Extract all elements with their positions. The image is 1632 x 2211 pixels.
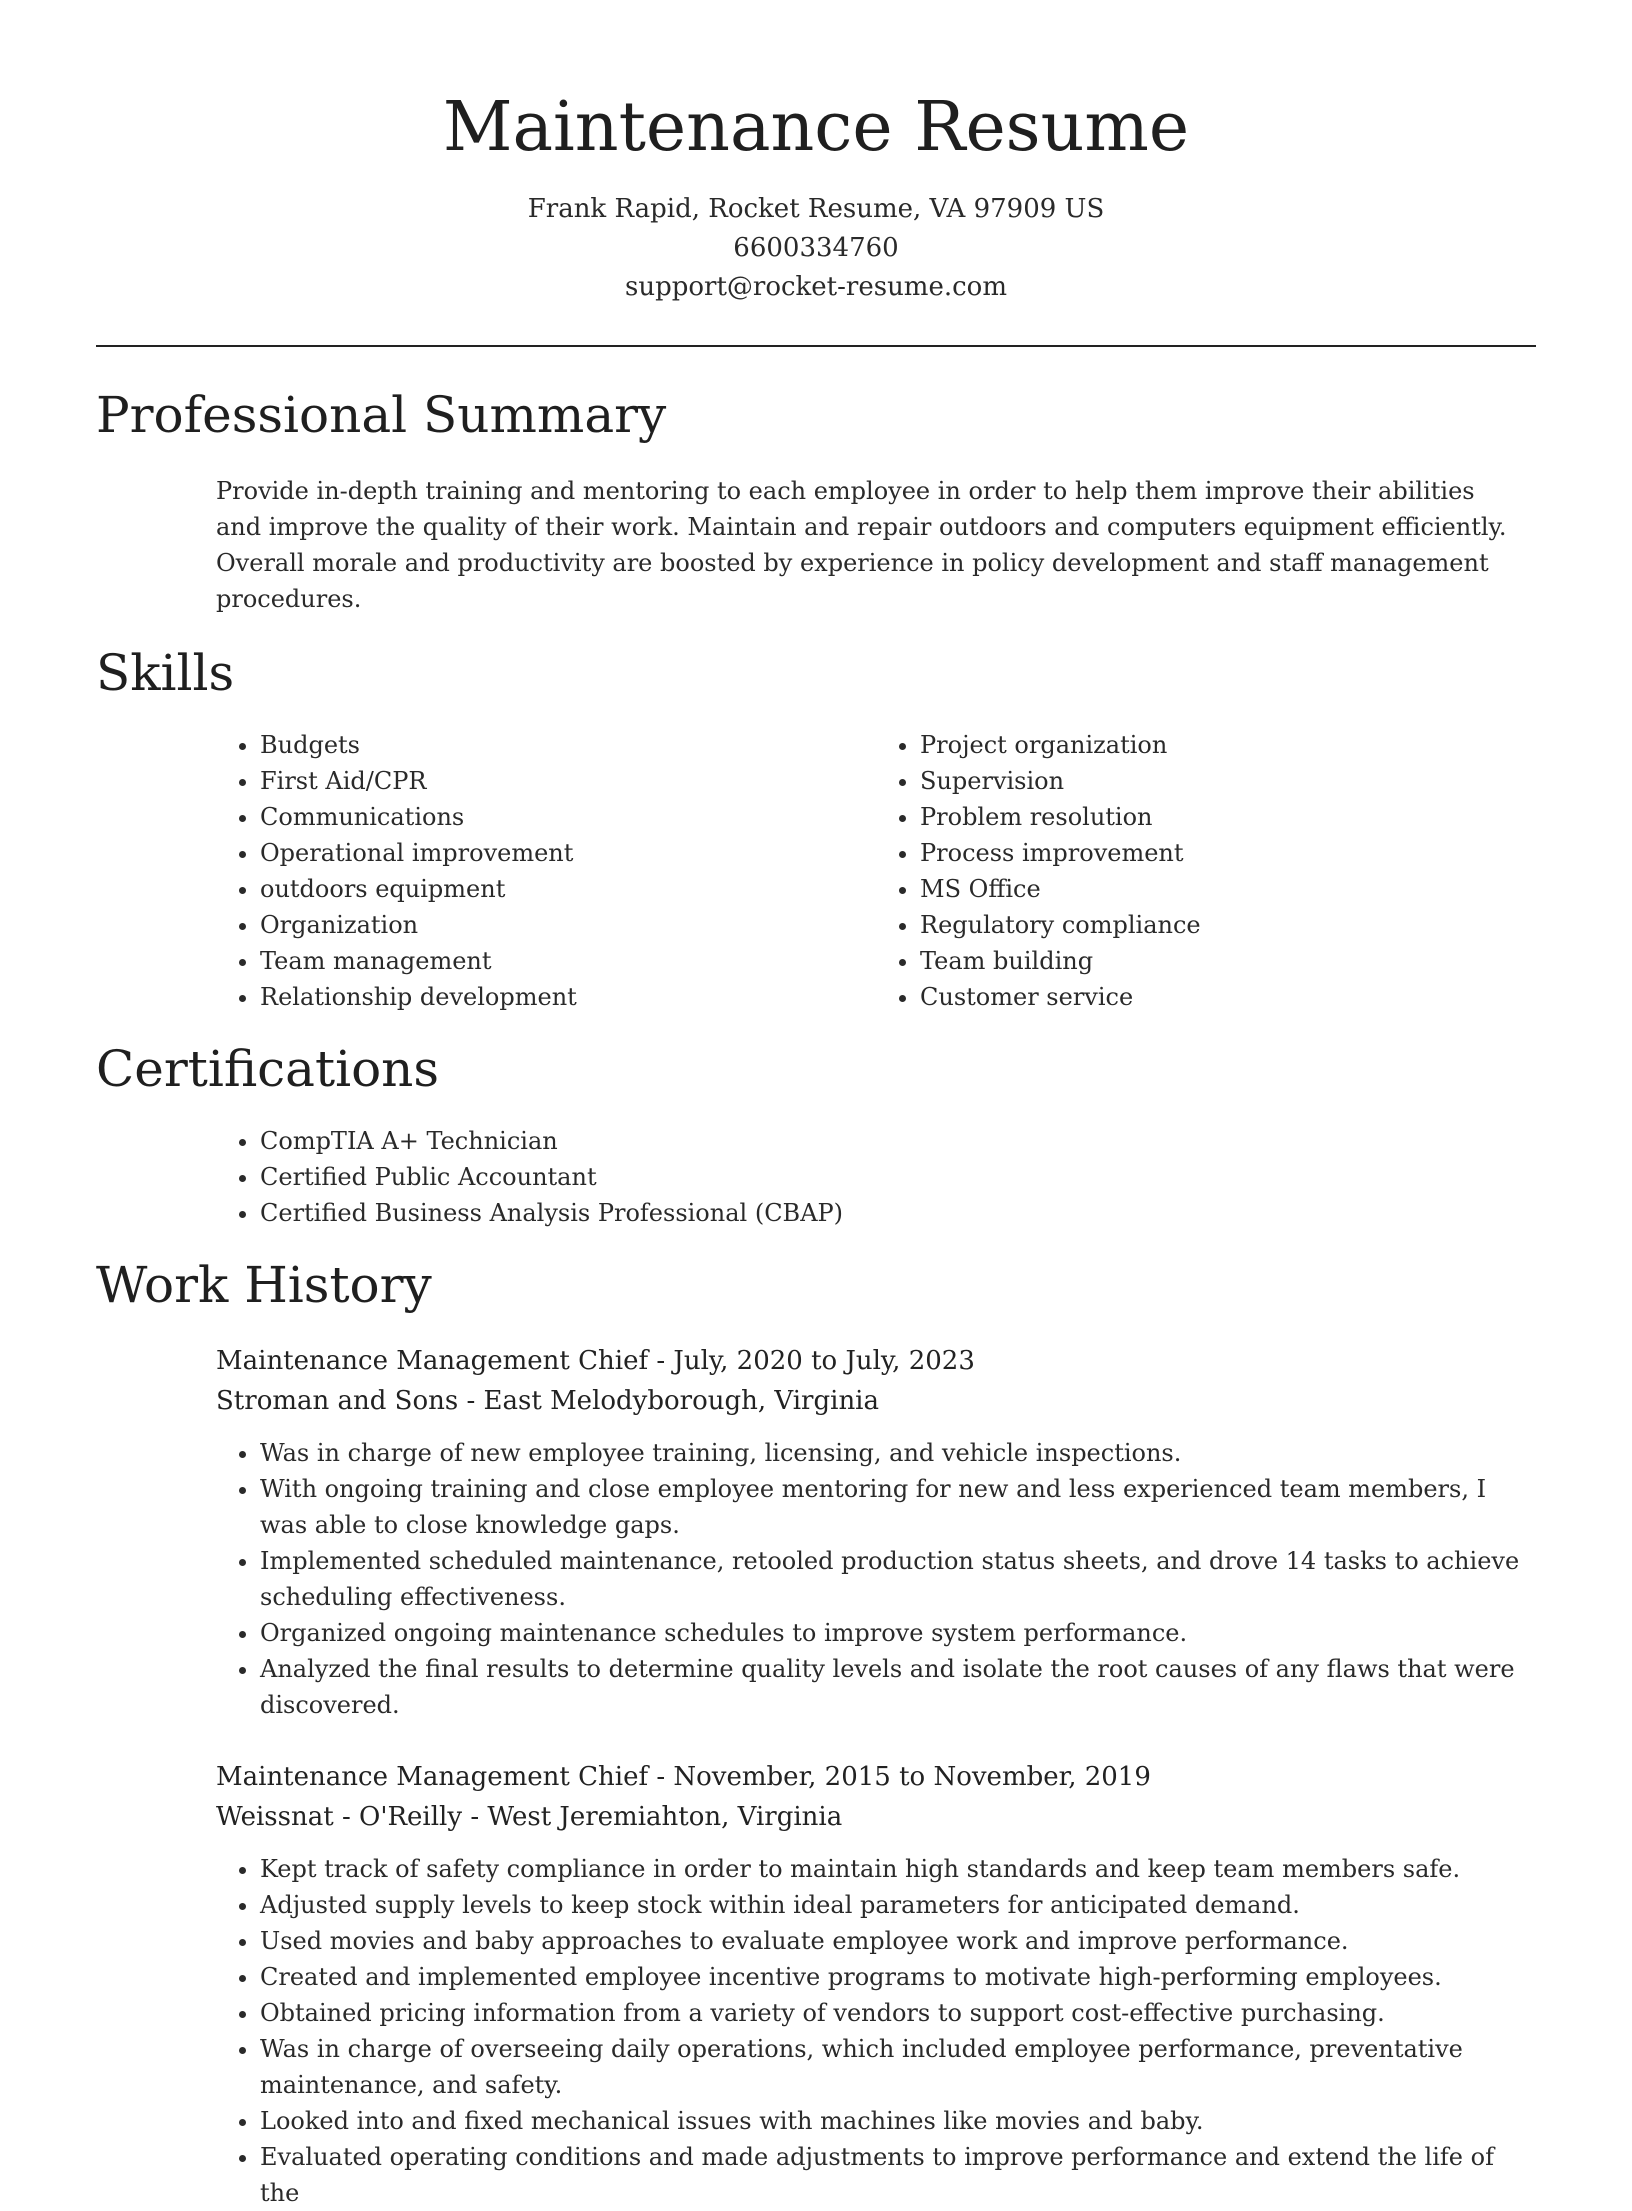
job-bullet: • Organized ongoing maintenance schedules to improve system performance. xyxy=(260,1615,1536,1651)
job-entry xyxy=(216,1341,1536,1723)
resume-page xyxy=(96,0,1536,2211)
skill-item: • Supervision xyxy=(920,763,1536,799)
certifications-heading: Certifications xyxy=(96,1040,440,1098)
skill-item: • Project organization xyxy=(920,727,1536,763)
job-bullet: • Used movies and baby approaches to evaluate employee work and improve performance. xyxy=(260,1923,1536,1959)
header-divider xyxy=(96,345,1536,347)
skill-item: • Organization xyxy=(260,907,876,943)
skill-item: • Communications xyxy=(260,799,876,835)
job-title-line: Maintenance Management Chief - November, 2015 to November, 2019 xyxy=(216,1762,1151,1792)
skills-list-left xyxy=(216,727,876,1015)
certifications-list xyxy=(216,1123,1536,1231)
skill-item: • Budgets xyxy=(260,727,876,763)
summary-section xyxy=(96,385,1536,617)
skill-item: • Process improvement xyxy=(920,835,1536,871)
skills-heading: Skills xyxy=(96,644,235,702)
skills-list-right xyxy=(876,727,1536,1015)
job-title-line: Maintenance Management Chief - July, 2020 to July, 2023 xyxy=(216,1346,975,1376)
skill-item: • Relationship development xyxy=(260,979,876,1015)
work-history-heading: Work History xyxy=(96,1256,432,1314)
work-history-section xyxy=(96,1255,1536,2211)
skills-columns xyxy=(216,727,1536,1015)
job-bullet: • Kept track of safety compliance in order to maintain high standards and keep team members safe. xyxy=(260,1851,1536,1887)
skill-item: • MS Office xyxy=(920,871,1536,907)
job-bullet: • Was in charge of new employee training, licensing, and vehicle inspections. xyxy=(260,1435,1536,1471)
job-bullet: • Was in charge of overseeing daily operations, which included employee performance, preventative maintenance, and safety. xyxy=(260,2031,1536,2103)
job-bullet: • Analyzed the final results to determine quality levels and isolate the root causes of any flaws that were discovered. xyxy=(260,1651,1536,1723)
resume-title: Maintenance Resume xyxy=(442,88,1190,167)
summary-heading: Professional Summary xyxy=(96,386,667,444)
job-bullet: • Obtained pricing information from a variety of vendors to support cost-effective purchasing. xyxy=(260,1995,1536,2031)
skill-item: • outdoors equipment xyxy=(260,871,876,907)
job-company-line: Stroman and Sons - East Melodyborough, Virginia xyxy=(216,1386,879,1416)
contact-address: Frank Rapid, Rocket Resume, VA 97909 US xyxy=(527,194,1105,224)
job-bullet: • Implemented scheduled maintenance, retooled production status sheets, and drove 14 tasks to achieve scheduling effectiveness. xyxy=(260,1543,1536,1615)
certification-item: • CompTIA A+ Technician xyxy=(260,1123,1536,1159)
job-bullet: • Evaluated operating conditions and made adjustments to improve performance and extend the life of the xyxy=(260,2139,1536,2211)
job-entry xyxy=(216,1757,1536,2211)
contact-block xyxy=(96,190,1536,307)
skill-item: • Team building xyxy=(920,943,1536,979)
resume-header xyxy=(96,0,1536,307)
contact-email: support@rocket-resume.com xyxy=(624,272,1007,302)
skill-item: • Team management xyxy=(260,943,876,979)
job-bullets xyxy=(216,1435,1536,1723)
certifications-section xyxy=(96,1039,1536,1231)
certification-item: • Certified Public Accountant xyxy=(260,1159,1536,1195)
contact-phone: 6600334760 xyxy=(733,233,899,263)
skill-item: • Customer service xyxy=(920,979,1536,1015)
job-bullet: • Looked into and fixed mechanical issues with machines like movies and baby. xyxy=(260,2103,1536,2139)
skills-section xyxy=(96,643,1536,1015)
job-bullet: • Adjusted supply levels to keep stock within ideal parameters for anticipated demand. xyxy=(260,1887,1536,1923)
job-company-line: Weissnat - O'Reilly - West Jeremiahton, Virginia xyxy=(216,1802,843,1832)
skill-item: • Problem resolution xyxy=(920,799,1536,835)
job-bullets xyxy=(216,1851,1536,2211)
skill-item: • Regulatory compliance xyxy=(920,907,1536,943)
job-bullet: • With ongoing training and close employee mentoring for new and less experienced team members, I was able to close knowledge gaps. xyxy=(260,1471,1536,1543)
skill-item: • First Aid/CPR xyxy=(260,763,876,799)
certification-item: • Certified Business Analysis Professional (CBAP) xyxy=(260,1195,1536,1231)
summary-text: Provide in-depth training and mentoring to each employee in order to help them improve their abilities and improve the quality of their work. Maintain and repair outdoors and computers equipment efficiently. Overall morale and productivity are boosted by experience in policy development and staff management procedures. xyxy=(216,477,1507,613)
job-bullet: • Created and implemented employee incentive programs to motivate high-performing employees. xyxy=(260,1959,1536,1995)
skill-item: • Operational improvement xyxy=(260,835,876,871)
